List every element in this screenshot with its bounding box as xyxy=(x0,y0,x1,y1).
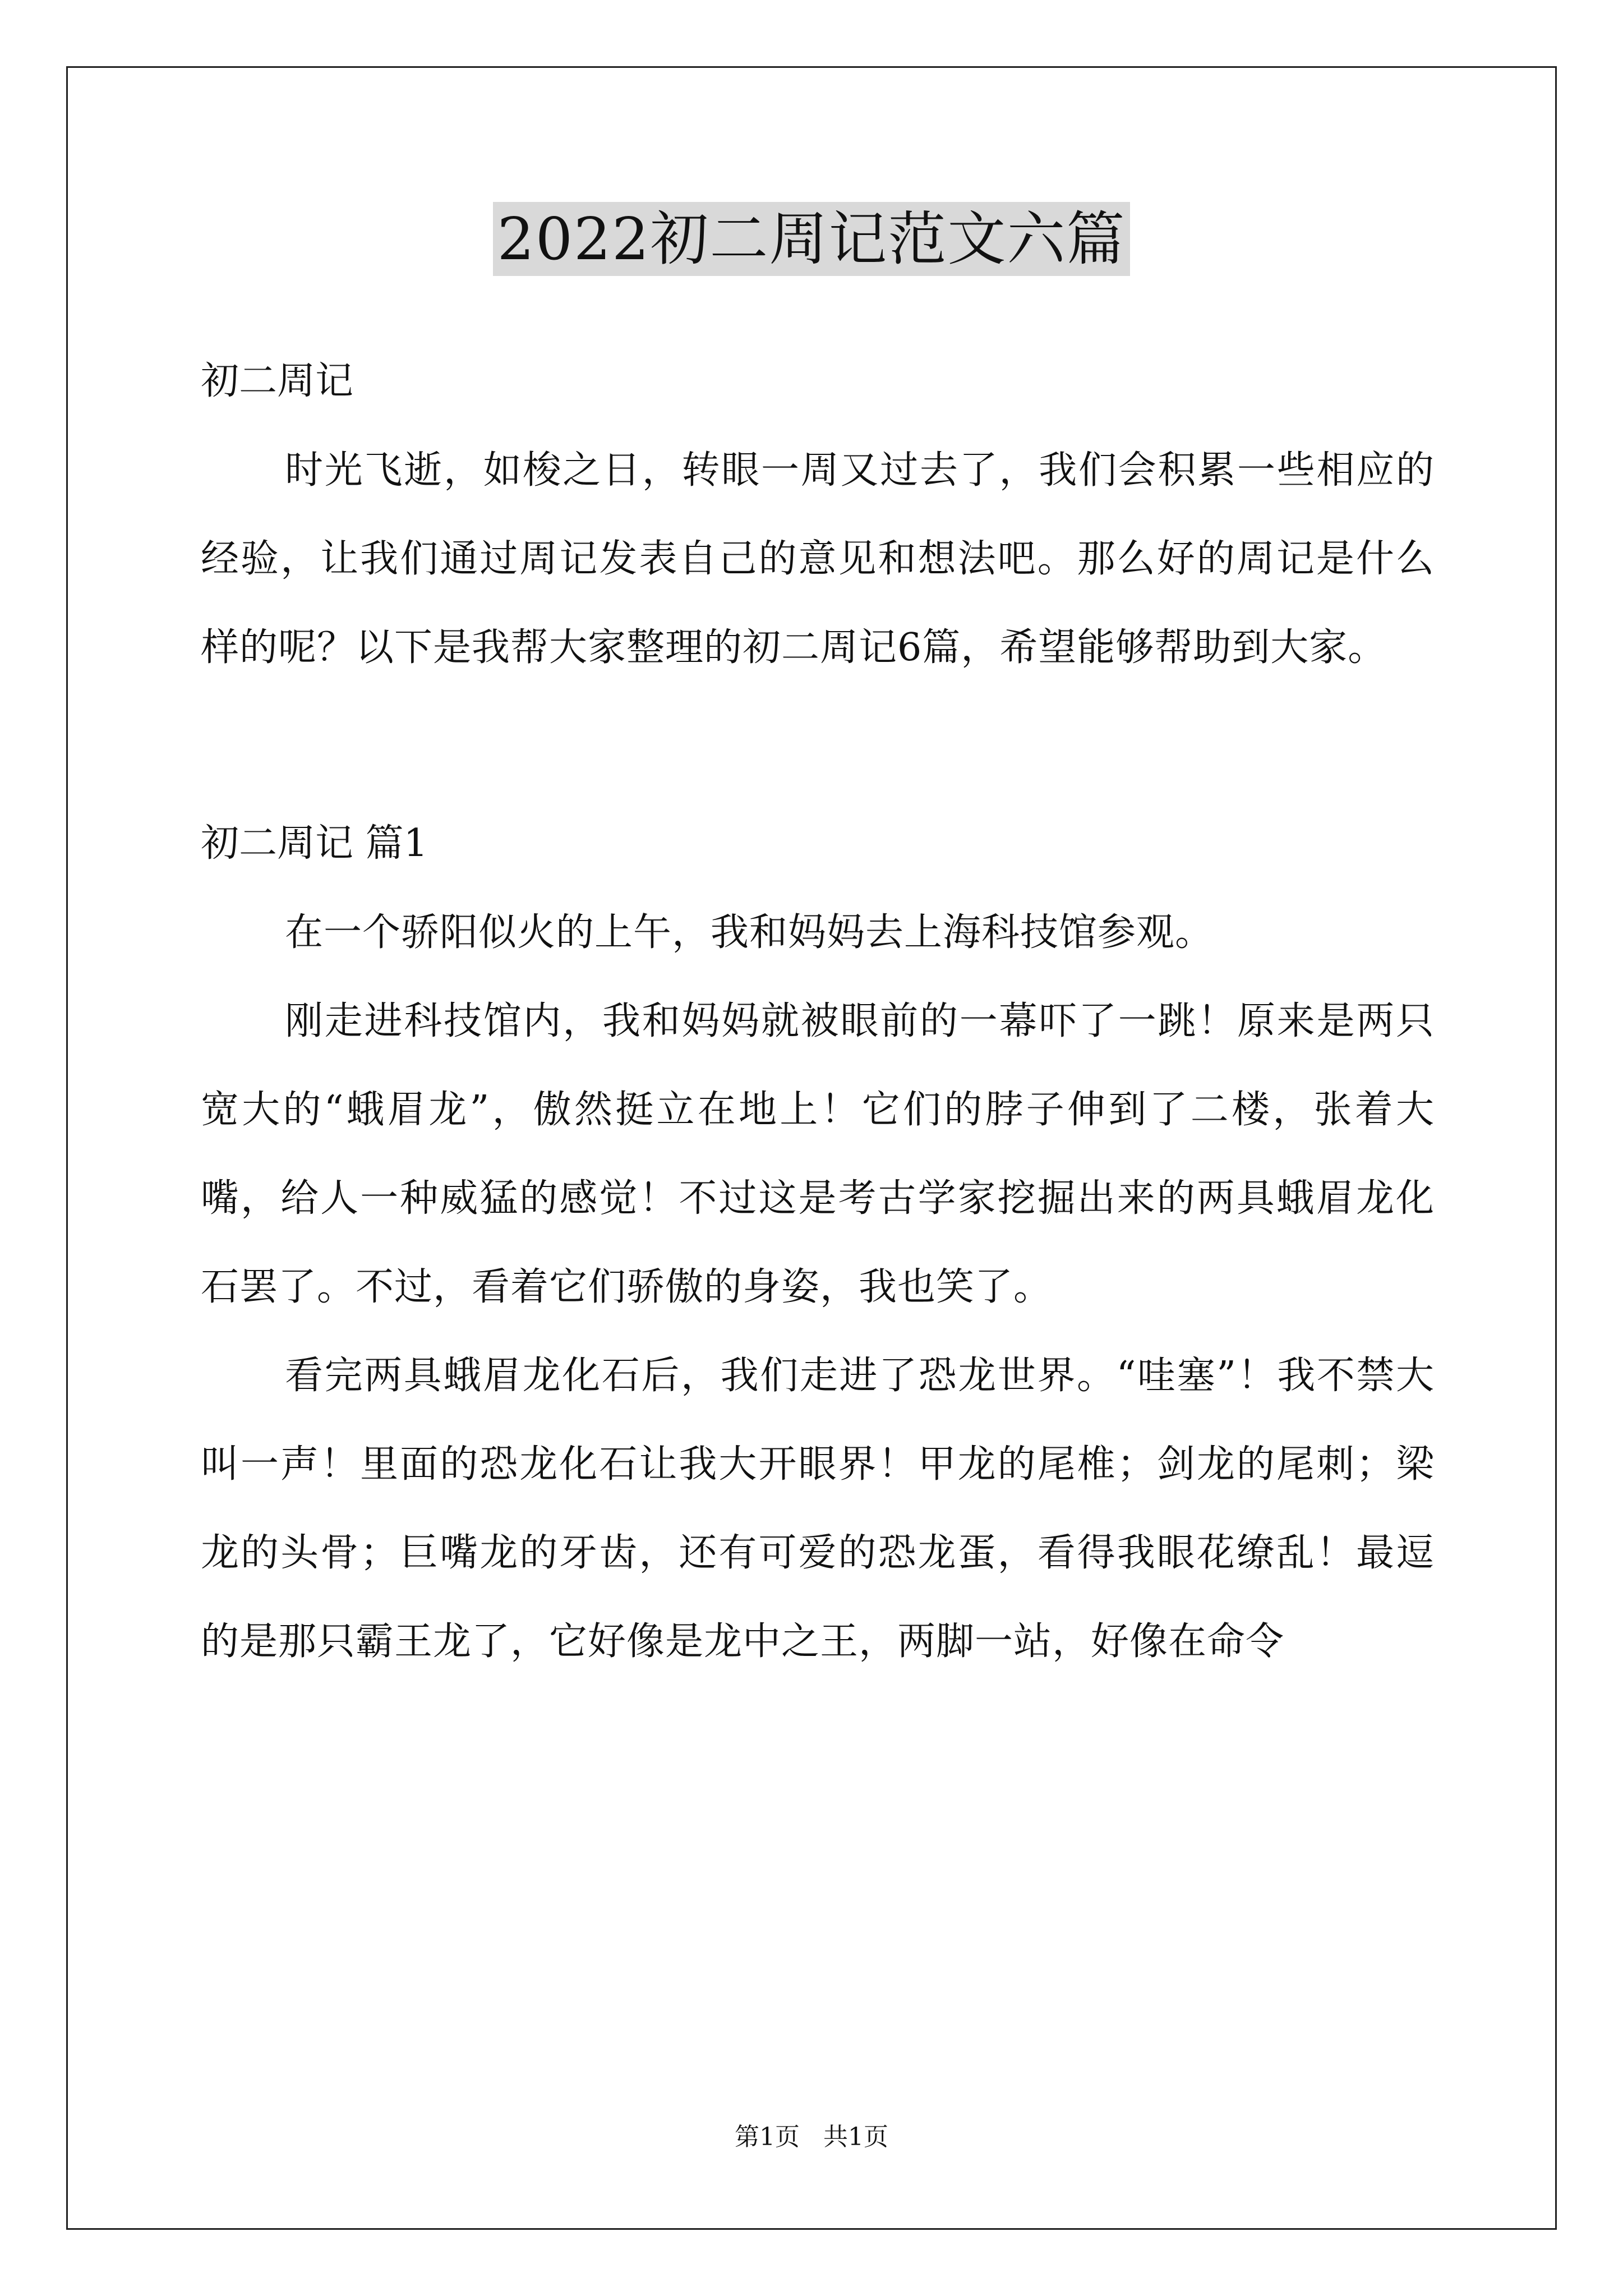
intro-heading: 初二周记 xyxy=(201,359,354,403)
section-paragraph-3: 看完两具蛾眉龙化石后，我们走进了恐龙世界。“哇塞”！我不禁大叫一声！里面的恐龙化石让我大开眼界！甲龙的尾椎；剑龙的尾刺；梁龙的头骨；巨嘴龙的牙齿，还有可爱的恐龙蛋，看得我眼花缭乱！最逗的是那只霸王龙了，它好像是龙中之王，两脚一站，好像在命令 xyxy=(201,1354,1435,1664)
section-paragraph-2: 刚走进科技馆内，我和妈妈就被眼前的一幕吓了一跳！原来是两只宽大的“蛾眉龙”，傲然挺立在地上！它们的脖子伸到了二楼，张着大嘴，给人一种威猛的感觉！不过这是考古学家挖掘出来的两具蛾眉龙化石罢了。不过，看着它们骄傲的身姿，我也笑了。 xyxy=(201,999,1435,1309)
title-container xyxy=(0,202,1623,276)
document-title: 2022初二周记范文六篇 xyxy=(493,202,1131,276)
page-footer: 第1页 共1页 xyxy=(735,2123,888,2151)
document-body xyxy=(201,337,1435,1686)
intro-paragraph: 时光飞逝，如梭之日，转眼一周又过去了，我们会积累一些相应的经验，让我们通过周记发表自己的意见和想法吧。那么好的周记是什么样的呢？以下是我帮大家整理的初二周记6篇，希望能够帮助到大家。 xyxy=(201,448,1435,670)
section-heading: 初二周记 篇1 xyxy=(201,821,428,866)
section-spacer xyxy=(201,692,1435,799)
section-paragraph-1: 在一个骄阳似火的上午，我和妈妈去上海科技馆参观。 xyxy=(285,910,1214,955)
